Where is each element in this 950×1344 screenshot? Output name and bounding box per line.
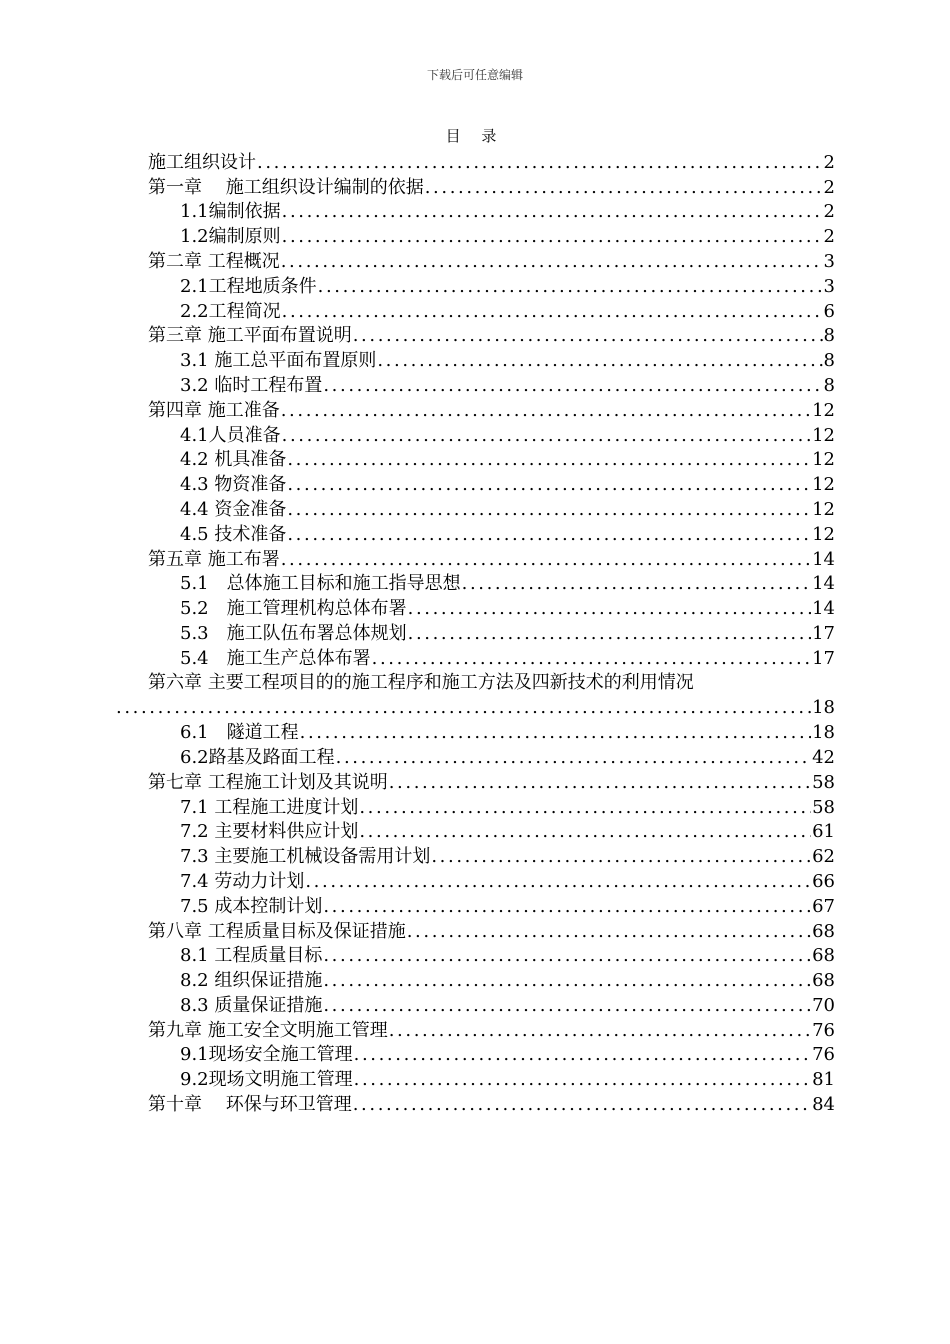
toc-entry-label: 2.2工程简况 — [180, 300, 281, 322]
toc-entry-page: 17 — [812, 647, 835, 669]
toc-entry-label: 2.1工程地质条件 — [180, 275, 317, 297]
toc-entry[interactable] — [115, 373, 835, 398]
toc-entry-page: 2 — [823, 151, 835, 173]
toc-entry-page: 12 — [812, 399, 835, 421]
toc-leader-dots — [323, 969, 811, 993]
toc-leader-dots — [282, 300, 823, 324]
toc-entry-page: 58 — [812, 796, 835, 818]
toc-entry-page: 14 — [812, 548, 835, 570]
toc-entry-label: 3.2 临时工程布置 — [180, 374, 323, 396]
toc-leader-dots — [323, 944, 811, 968]
toc-entry-page: 14 — [812, 573, 835, 595]
toc-entry-label: 8.2 组织保证措施 — [180, 970, 323, 992]
toc-entry-label: 第九章 施工安全文明施工管理 — [148, 1019, 388, 1041]
toc-leader-dots — [281, 399, 811, 423]
toc-entry[interactable] — [115, 1092, 835, 1117]
toc-entry-label: 4.4 资金准备 — [180, 498, 287, 520]
toc-leader-dots — [323, 994, 811, 1018]
toc-entry-page: 3 — [823, 275, 835, 297]
toc-entry-label: 7.1 工程施工进度计划 — [180, 796, 359, 818]
toc-leader-dots — [359, 820, 811, 844]
toc-entry-page: 58 — [812, 771, 835, 793]
toc-leader-dots — [354, 1043, 811, 1067]
toc-entry[interactable] — [115, 398, 835, 423]
toc-entry-page: 68 — [812, 920, 835, 942]
toc-entry-label: 6.2路基及路面工程 — [180, 746, 335, 768]
toc-entry-label: 第四章 施工准备 — [148, 399, 280, 421]
toc-entry[interactable] — [115, 274, 835, 299]
toc-leader-dots — [282, 225, 823, 249]
toc-entry-page: 18 — [812, 697, 835, 719]
toc-entry[interactable] — [115, 894, 835, 919]
toc-leader-dots — [318, 275, 823, 299]
toc-entry-label: 4.5 技术准备 — [180, 523, 287, 545]
toc-leader-dots — [281, 250, 823, 274]
toc-entry[interactable] — [115, 423, 835, 448]
toc-entry-label: 第八章 工程质量目标及保证措施 — [148, 920, 406, 942]
toc-leader-dots — [431, 845, 811, 869]
toc-entry[interactable] — [115, 919, 835, 944]
toc-leader-dots — [323, 374, 822, 398]
toc-entry-label: 9.2现场文明施工管理 — [180, 1069, 353, 1091]
toc-entry[interactable] — [115, 348, 835, 373]
toc-entry[interactable] — [115, 770, 835, 795]
toc-entry-page: 68 — [812, 945, 835, 967]
toc-entry-label: 第二章 工程概况 — [148, 250, 280, 272]
toc-entry-page: 84 — [812, 1094, 835, 1116]
toc-entry[interactable] — [115, 1067, 835, 1092]
toc-entry-page: 14 — [812, 598, 835, 620]
toc-entry-page: 68 — [812, 970, 835, 992]
toc-entry-page: 2 — [823, 226, 835, 248]
toc-entry[interactable] — [115, 820, 835, 845]
toc-entry-label: 6.1 隧道工程 — [180, 722, 299, 744]
toc-entry-label: 7.2 主要材料供应计划 — [180, 821, 359, 843]
toc-entry-label: 施工组织设计 — [148, 151, 256, 173]
toc-entry-page: 61 — [812, 821, 835, 843]
toc-leader-dots — [408, 622, 811, 646]
toc-entry-label: 4.3 物资准备 — [180, 474, 287, 496]
toc-entry-label: 1.1编制依据 — [180, 201, 281, 223]
toc-leader-dots — [300, 721, 811, 745]
toc-entry[interactable] — [115, 968, 835, 993]
toc-leader-dots — [287, 448, 811, 472]
toc-entry-page: 12 — [812, 523, 835, 545]
toc-entry-label: 第一章 施工组织设计编制的依据 — [148, 176, 424, 198]
toc-leader-dots — [407, 920, 811, 944]
toc-entry[interactable] — [115, 720, 835, 745]
toc-leader-dots — [389, 1019, 811, 1043]
toc-leader-dots — [353, 324, 823, 348]
toc-leader-dots — [287, 498, 811, 522]
toc-entry[interactable] — [115, 522, 835, 547]
toc-leader-dots — [305, 870, 811, 894]
toc-entry-label: 7.3 主要施工机械设备需用计划 — [180, 846, 431, 868]
toc-leader-dots — [287, 473, 811, 497]
toc-entry-label: 4.1人员准备 — [180, 424, 281, 446]
toc-title: 目 录 — [445, 127, 505, 145]
toc-leader-dots — [336, 746, 811, 770]
toc-entry[interactable] — [115, 869, 835, 894]
toc-entry-label: 8.1 工程质量目标 — [180, 945, 323, 967]
toc-entry[interactable] — [115, 200, 835, 225]
toc-entry-page: 67 — [812, 895, 835, 917]
toc-entry-label: 3.1 施工总平面布置原则 — [180, 350, 377, 372]
toc-entry-page: 81 — [812, 1069, 835, 1091]
toc-entry[interactable] — [115, 993, 835, 1018]
toc-entry[interactable] — [115, 175, 835, 200]
toc-leader-dots — [377, 349, 822, 373]
toc-entry-page: 76 — [812, 1044, 835, 1066]
toc-entry-page: 12 — [812, 498, 835, 520]
toc-entry-page: 12 — [812, 424, 835, 446]
toc-entry[interactable] — [115, 1043, 835, 1068]
toc-leader-dots — [353, 1093, 811, 1117]
toc-entry[interactable] — [115, 497, 835, 522]
toc-entry[interactable] — [115, 696, 835, 721]
toc-entry-page: 6 — [823, 300, 835, 322]
toc-leader-dots — [281, 548, 811, 572]
toc-entry-label[interactable]: 第六章 主要工程项目的的施工程序和施工方法及四新技术的利用情况 — [148, 671, 694, 693]
toc-entry-label: 1.2编制原则 — [180, 226, 281, 248]
toc-entry-label: 5.4 施工生产总体布署 — [180, 647, 371, 669]
toc-entry-label: 9.1现场安全施工管理 — [180, 1044, 353, 1066]
toc-leader-dots — [462, 572, 811, 596]
toc-entry[interactable] — [115, 324, 835, 349]
toc-entry-page: 2 — [823, 176, 835, 198]
toc-entry[interactable] — [115, 448, 835, 473]
toc-entry-page: 17 — [812, 622, 835, 644]
toc-entry[interactable] — [115, 745, 835, 770]
toc-entry-label: 7.5 成本控制计划 — [180, 895, 323, 917]
toc-entry[interactable] — [115, 249, 835, 274]
toc-entry[interactable] — [115, 844, 835, 869]
toc-leader-dots — [354, 1068, 811, 1092]
toc-entry-label: 4.2 机具准备 — [180, 449, 287, 471]
toc-entry[interactable] — [115, 944, 835, 969]
toc-entry-page: 12 — [812, 474, 835, 496]
toc-entry-page: 70 — [812, 994, 835, 1016]
toc-leader-dots — [425, 176, 823, 200]
toc-entry-label: 5.3 施工队伍布署总体规划 — [180, 622, 407, 644]
toc-entry-page: 18 — [812, 722, 835, 744]
toc-entry-page: 8 — [823, 374, 835, 396]
toc-leader-dots — [323, 895, 811, 919]
toc-entry-page: 12 — [812, 449, 835, 471]
toc-entry-label: 第三章 施工平面布置说明 — [148, 325, 352, 347]
toc-entry[interactable] — [115, 646, 835, 671]
toc-leader-dots — [282, 200, 823, 224]
toc-entry-label: 第十章 环保与环卫管理 — [148, 1094, 352, 1116]
toc-entry[interactable] — [115, 1018, 835, 1043]
toc-leader-dots — [359, 796, 811, 820]
toc-entry[interactable] — [115, 224, 835, 249]
toc-entry-page: 8 — [823, 350, 835, 372]
toc-leader-dots — [116, 696, 811, 720]
toc-entry-page: 66 — [812, 870, 835, 892]
toc-entry-label: 5.2 施工管理机构总体布署 — [180, 598, 407, 620]
toc-entry-label: 8.3 质量保证措施 — [180, 994, 323, 1016]
toc-entry-label: 5.1 总体施工目标和施工指导思想 — [180, 573, 461, 595]
toc-entry[interactable] — [115, 299, 835, 324]
toc-leader-dots — [287, 523, 811, 547]
toc-entry-page: 8 — [823, 325, 835, 347]
toc-leader-dots — [389, 771, 811, 795]
toc-entry-label: 7.4 劳动力计划 — [180, 870, 305, 892]
toc-entry[interactable] — [115, 795, 835, 820]
table-of-contents — [115, 150, 835, 1117]
toc-entry[interactable] — [115, 621, 835, 646]
toc-entry[interactable] — [115, 547, 835, 572]
toc-entry-page: 3 — [823, 250, 835, 272]
toc-entry-page: 76 — [812, 1019, 835, 1041]
toc-leader-dots — [282, 424, 811, 448]
toc-entry[interactable] — [115, 472, 835, 497]
toc-entry[interactable] — [115, 572, 835, 597]
page-header: 下载后可任意编辑 — [426, 68, 523, 82]
toc-entry-page: 2 — [823, 201, 835, 223]
toc-entry-page: 62 — [812, 846, 835, 868]
toc-leader-dots — [372, 647, 811, 671]
toc-entry[interactable] — [115, 596, 835, 621]
toc-entry[interactable] — [115, 150, 835, 175]
toc-leader-dots — [257, 151, 823, 175]
toc-entry-label: 第五章 施工布署 — [148, 548, 280, 570]
toc-entry-label: 第七章 工程施工计划及其说明 — [148, 771, 388, 793]
toc-leader-dots — [408, 597, 811, 621]
toc-entry-page: 42 — [812, 746, 835, 768]
